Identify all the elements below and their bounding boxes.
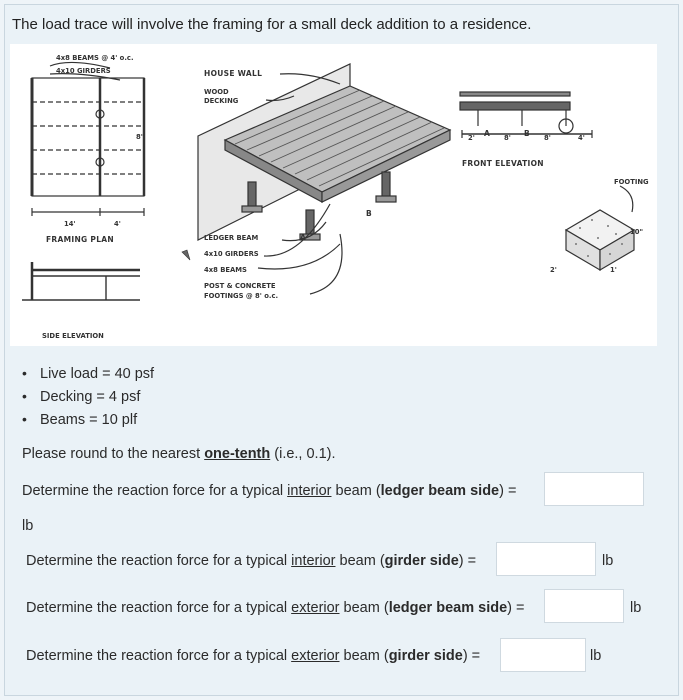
deck-framing-figure — [10, 44, 657, 346]
footing-dim-1: 1' — [610, 266, 617, 274]
rounding-emph: one-tenth — [204, 446, 271, 462]
girders-label: 4x10 GIRDERS — [56, 67, 111, 75]
footings-label: FOOTINGS @ 8' o.c. — [204, 292, 279, 300]
q2-mid: beam ( — [335, 553, 385, 569]
question-4 — [26, 648, 480, 664]
q4-mid: beam ( — [339, 648, 389, 664]
q1-kind: interior — [287, 483, 332, 499]
q2-pre: Determine the reaction force for a typical — [26, 553, 292, 569]
rounding-suffix: (i.e., 0.1). — [270, 446, 336, 462]
deck-sketch — [10, 44, 657, 346]
q1-pre: Determine the reaction force for a typical — [22, 483, 288, 499]
label-b-front: B — [524, 129, 531, 138]
girders-callout: 4x10 GIRDERS — [204, 250, 259, 258]
wood-label: WOOD — [204, 88, 229, 96]
answer-input-3[interactable] — [544, 589, 624, 623]
side-elevation-label: SIDE ELEVATION — [42, 332, 104, 340]
footing-dim-2: 2' — [550, 266, 557, 274]
q3-post: ) = — [507, 600, 525, 616]
rounding-prefix: Please round to the nearest — [22, 446, 205, 462]
loads-list — [22, 362, 154, 431]
footing-sketch — [566, 186, 634, 270]
unit-2: lb — [602, 553, 614, 569]
front-elevation-label: FRONT ELEVATION — [462, 159, 544, 168]
q3-mid: beam ( — [339, 600, 389, 616]
fe-dim-8: 8' — [504, 134, 511, 142]
cursor-icon — [182, 250, 190, 260]
framing-plan-label: FRAMING PLAN — [46, 235, 114, 244]
fe-dim-4: 4' — [578, 134, 585, 142]
q3-pre: Determine the reaction force for a typical — [26, 600, 292, 616]
load-live: • Live load = 40 psf — [22, 362, 154, 385]
dim-8: 8' — [136, 133, 143, 141]
q4-pre: Determine the reaction force for a typical — [26, 648, 292, 664]
label-a-front: A — [484, 129, 491, 138]
q1-side: ledger beam side — [380, 483, 500, 499]
load-beams: • Beams = 10 plf — [22, 408, 154, 431]
q4-kind: exterior — [291, 648, 340, 664]
question-2 — [26, 553, 476, 569]
fe-dim-8b: 8' — [544, 134, 551, 142]
fe-dim-2: 2' — [468, 134, 475, 142]
q1-mid: beam ( — [331, 483, 381, 499]
posts-label: POST & CONCRETE — [204, 282, 276, 290]
ledger-beam-label: LEDGER BEAM — [204, 234, 259, 242]
q2-kind: interior — [291, 553, 336, 569]
house-wall-label: HOUSE WALL — [204, 69, 263, 78]
q2-post: ) = — [458, 553, 477, 569]
unit-1: lb — [22, 518, 34, 534]
dim-4: 4' — [114, 220, 121, 228]
footing-label: FOOTING — [614, 178, 649, 186]
q1-post: ) = — [499, 483, 517, 499]
decking-label: DECKING — [204, 97, 239, 105]
question-1 — [22, 483, 516, 499]
q4-side: girder side — [388, 648, 463, 664]
unit-3: lb — [630, 600, 642, 616]
q4-post: ) = — [462, 648, 481, 664]
intro-text: The load trace will involve the framing for a small deck addition to a residence. — [12, 16, 532, 33]
footing-dim-10: 10" — [630, 228, 643, 236]
answer-input-4[interactable] — [500, 638, 586, 672]
answer-input-1[interactable] — [544, 472, 644, 506]
question-3 — [26, 600, 524, 616]
q3-kind: exterior — [291, 600, 340, 616]
q3-side: ledger beam side — [388, 600, 508, 616]
load-decking: • Decking = 4 psf — [22, 385, 154, 408]
beams-callout: 4x8 BEAMS — [204, 266, 247, 274]
framing-plan-sketch — [32, 62, 144, 216]
beams-label: 4x8 BEAMS @ 4' o.c. — [56, 54, 134, 62]
dim-14: 14' — [64, 220, 76, 228]
side-elevation-sketch — [22, 262, 140, 300]
answer-input-2[interactable] — [496, 542, 596, 576]
q2-side: girder side — [384, 553, 459, 569]
rounding-instruction — [22, 446, 336, 462]
label-b-iso: B — [366, 209, 373, 218]
unit-4: lb — [590, 648, 602, 664]
label-a-iso: A — [300, 233, 307, 242]
